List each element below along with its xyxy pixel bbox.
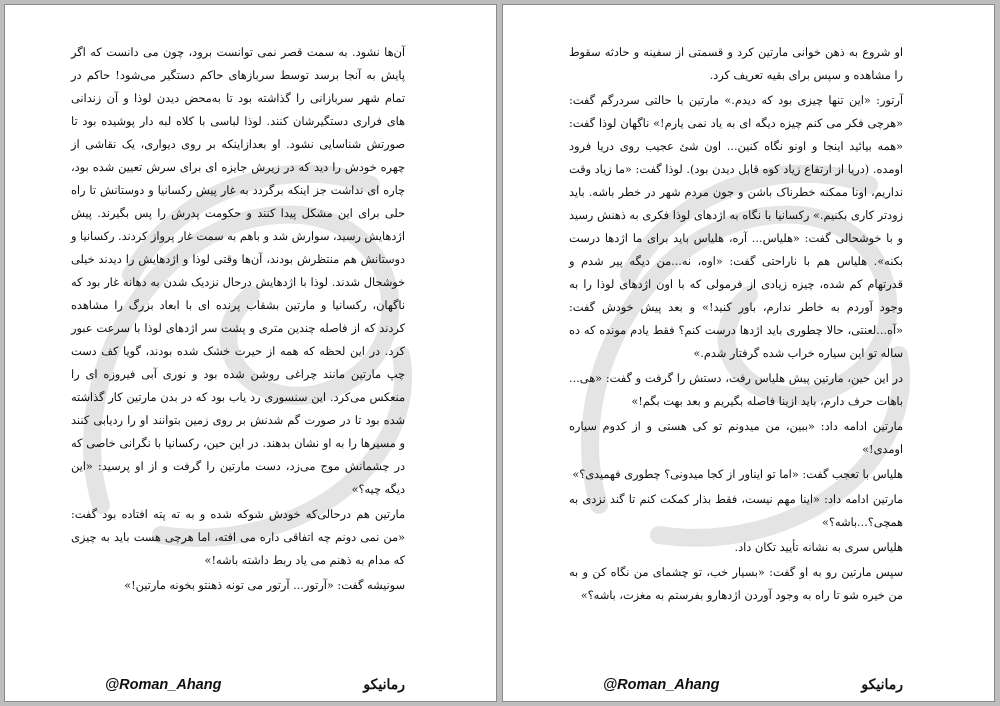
left-paragraph-3: سونیشه گفت: «آرتور... آرتور می تونه ذهنتو بخونه مارتین!»	[124, 579, 405, 592]
left-footer	[105, 677, 405, 699]
channel-handle: @Roman_Ahang	[603, 677, 720, 693]
right-paragraph-1: او شروع به ذهن خوانی مارتین کرد و قسمتی از سفینه و حادثه سقوط را مشاهده و سپس برای بقیه تعریف کرد.	[569, 46, 903, 82]
right-paragraph-3: در این حین، مارتین پیش هلیاس رفت، دستش را گرفت و گفت: «هی... باهات حرف دارم، باید ازینا فاصله بگیریم و بعد بهت بگم!»	[569, 372, 903, 408]
page-right	[502, 4, 995, 702]
brand-logo-text: رمانیکو	[861, 677, 903, 693]
right-paragraph-7: هلیاس سری به نشانه تأیید تکان داد.	[734, 541, 903, 554]
left-body-text	[71, 41, 405, 599]
right-paragraph-4: مارتین ادامه داد: «ببین، من میدونم تو کی هستی و از کدوم سیاره اومدی!»	[569, 420, 903, 456]
right-body-text	[569, 41, 903, 609]
left-paragraph-2: مارتین هم درحالی‌که خودش شوکه شده و به ته پته افتاده بود گفت: «من نمی دونم چه اتفاقی داره می افته، اما هرچی هست باید به چیزی که مدام به ذهنم می یاد ربط داشته باشه!»	[71, 508, 405, 567]
left-paragraph-1: آن‌ها نشود. به سمت قصر نمی توانست برود، چون می دانست که اگر پایش به آنجا برسد توسط سربازهای حاکم دستگیر می‌شود! حاکم در تمام شهر سربازانی را گذاشته بود تا به‌محض دیدن لوذا و آن زندانی های فراری دستگیرشان کنند. لوذا لباسی با کلاه لبه دار پوشیده بود تا صورتش شناسایی نشود. او بعدازاینکه بر روی دیواری، یک نقاشی از چهره خودش را دید که در زیرش جایزه ای برای سرش تعیین شده بود، چاره ای نداشت جز اینکه برگردد به غار پیش رکسانیا و دوستانش تا راه حلی برای این مشکل پیدا کنند و حکومت پدرش را پس بگیرند. پیش اژدهایش رسید، سوارش شد و باهم به سمت غار پرواز کردند. رکسانیا و دوستانش هم منتظرش بودند، آن‌ها وقتی لوذا و اژدهایش را دیدند خیلی خوشحال شدند. لوذا با اژدهایش درحال نزدیک شدن به دهانه غار بود که ناگهان، رکسانیا و مارتین بشقاب پرنده ای با ابعاد بزرگ را مشاهده کردند که از فاصله چندین متری و پشت سر اژدهای لوذا با سرعت عبور کرد. در این لحظه که همه از حیرت خشک شده بودند، گویا کف دست چپ مارتین مانند چراغی روشن شده بود و نوری آبی فیروزه ای را منعکس می‌کرد. این سنسوری رد یاب بود که در بدن مارتین کار گذاشته شده بود تا در صورت گم شدنش بر روی زمین بتوانند او را ردیابی کنند و مسیرها را به او نشان بدهند. در این حین، رکسانیا با نگرانی خاصی که در چشمانش موج می‌زد، دست مارتین را گرفت و از او پرسید: «این دیگه چیه؟»	[71, 46, 405, 496]
channel-handle: @Roman_Ahang	[105, 677, 222, 693]
right-paragraph-2: آرتور: «این تنها چیزی بود که دیدم.» مارتین با حالتی سردرگم گفت: «هرچی فکر می کنم چیزه دیگه ای به یاد نمی یارم!» ناگهان لوذا گفت: «همه بیائید اینجا و اونو نگاه کنین... اون شئ عجیب روی دریا فرود اومده. (دریا از ارتفاع زیاد کوه قابل دیدن بود). لوذا گفت: «ما زیاد وقت نداریم، اونا ممکنه خطرناک باشن و جون مردم شهر در خطر باشه. باید زودتر کاری بکنیم.» رکسانیا با نگاه به اژدهای لوذا فکری به ذهنش رسید و با خوشحالی گفت: «هلیاس... آره، هلیاس باید برای ما اژدها درست بکنه». هلیاس هم با ناراحتی گفت: «اوه، نه...من دیگه پیر شدم و قدرتهام کم شده، چیزه زیادی از فرمولی که با اون اژدهای لوذا را به وجود آوردم به خاطر ندارم، باور کنید!» و بعد پیش خودش گفت: «آه...لعنتی، حالا چطوری باید اژدها درست کنم؟ فقط یادم مونده که ده ساله تو این سیاره خراب شده گرفتار شدم.»	[569, 94, 903, 360]
page-left	[4, 4, 497, 702]
right-paragraph-8: سپس مارتین رو به او گفت: «بسیار خب، تو چشمای من نگاه کن و به من خیره شو تا راه به وجود آوردن اژدهارو بفرستم به مغزت، باشه؟»	[569, 566, 903, 602]
right-footer	[603, 677, 903, 699]
brand-logo-text: رمانیکو	[363, 677, 405, 693]
right-paragraph-5: هلیاس با تعجب گفت: «اما تو ایناور از کجا میدونی؟ چطوری فهمیدی؟»	[572, 468, 903, 481]
right-paragraph-6: مارتین ادامه داد: «اینا مهم نیست، فقط بذار کمکت کنم تا گند نزدی به همچی؟...باشه؟»	[569, 493, 903, 529]
